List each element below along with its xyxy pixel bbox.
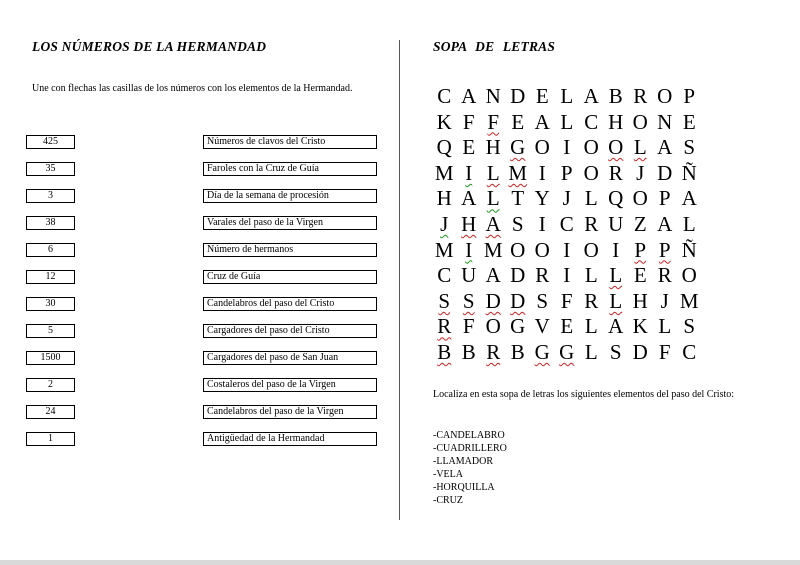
grid-letter[interactable]: A	[461, 84, 477, 108]
grid-letter[interactable]: O	[583, 160, 599, 185]
word-list	[433, 429, 507, 507]
word-search-grid	[432, 84, 702, 366]
grid-row	[432, 314, 702, 340]
grid-letter[interactable]: P	[658, 186, 671, 211]
grid-letter[interactable]: Z	[633, 211, 647, 236]
grid-letter[interactable]: H	[632, 288, 648, 313]
page-bottom-edge	[0, 560, 800, 565]
grid-letter[interactable]: A	[681, 186, 697, 211]
grid-letter[interactable]: S	[462, 288, 475, 313]
grid-letter[interactable]: A	[583, 84, 599, 108]
grid-letter[interactable]: I	[538, 211, 546, 236]
grid-letter[interactable]: C	[584, 109, 599, 134]
grid-letter[interactable]: E	[682, 109, 696, 134]
grid-letter[interactable]: A	[608, 314, 624, 339]
grid-row	[432, 340, 702, 366]
grid-letter[interactable]: B	[437, 339, 452, 364]
grid-letter[interactable]: D	[657, 160, 673, 185]
grid-letter[interactable]: E	[633, 263, 647, 288]
grid-letter[interactable]: K	[436, 109, 452, 134]
number-box[interactable]: 30	[26, 297, 75, 311]
grid-letter[interactable]: O	[632, 109, 648, 134]
grid-letter[interactable]: M	[434, 160, 454, 185]
grid-row	[432, 238, 702, 264]
grid-letter[interactable]: J	[636, 160, 645, 185]
grid-letter[interactable]: R	[633, 84, 648, 108]
grid-letter[interactable]: A	[657, 135, 673, 160]
grid-letter[interactable]: I	[538, 160, 546, 185]
grid-letter[interactable]: O	[485, 314, 501, 339]
grid-letter[interactable]: R	[608, 160, 623, 185]
grid-letter[interactable]: N	[485, 84, 501, 108]
grid-letter[interactable]: A	[485, 211, 501, 236]
word-list-item: -HORQUILLA	[433, 482, 495, 493]
number-box[interactable]: 6	[26, 243, 75, 257]
grid-letter[interactable]: R	[437, 314, 452, 339]
grid-letter[interactable]: L	[560, 109, 574, 134]
grid-letter[interactable]: S	[683, 314, 696, 339]
element-label-box[interactable]: Costaleros del paso de la Virgen	[203, 378, 377, 392]
grid-letter[interactable]: O	[608, 135, 624, 160]
grid-row	[432, 161, 702, 187]
grid-row	[432, 110, 702, 136]
grid-letter[interactable]: C	[437, 84, 452, 108]
grid-letter[interactable]: R	[535, 263, 550, 288]
grid-letter[interactable]: L	[584, 314, 598, 339]
grid-letter[interactable]: O	[657, 84, 673, 108]
element-label-box[interactable]: Antigüedad de la Hermandad	[203, 432, 377, 446]
grid-letter[interactable]: Ñ	[681, 237, 697, 262]
element-label-box[interactable]: Cargadores del paso del Cristo	[203, 324, 377, 338]
grid-letter[interactable]: O	[534, 135, 550, 160]
grid-letter[interactable]: R	[584, 288, 599, 313]
grid-letter[interactable]: D	[510, 84, 526, 108]
grid-letter[interactable]: O	[632, 186, 648, 211]
grid-letter[interactable]: H	[461, 211, 477, 236]
grid-letter[interactable]: E	[462, 135, 476, 160]
grid-letter[interactable]: P	[634, 237, 647, 262]
grid-letter[interactable]: O	[510, 237, 526, 262]
grid-letter[interactable]: Q	[436, 135, 452, 160]
word-list-item: -CUADRILLERO	[433, 443, 507, 454]
word-list-item: -LLAMADOR	[433, 456, 493, 467]
grid-row	[432, 84, 702, 110]
grid-letter[interactable]: T	[511, 186, 525, 211]
element-label-box[interactable]: Cruz de Guía	[203, 270, 377, 284]
grid-letter[interactable]: G	[534, 339, 550, 364]
grid-letter[interactable]: K	[632, 314, 648, 339]
grid-letter[interactable]: H	[608, 109, 624, 134]
number-box[interactable]: 35	[26, 162, 75, 176]
grid-letter[interactable]: I	[612, 237, 620, 262]
grid-letter[interactable]: L	[584, 186, 598, 211]
grid-letter[interactable]: P	[560, 160, 573, 185]
grid-letter[interactable]: J	[562, 186, 571, 211]
grid-letter[interactable]: R	[486, 339, 501, 364]
grid-letter[interactable]: E	[511, 109, 525, 134]
grid-letter[interactable]: L	[486, 160, 500, 185]
grid-letter[interactable]: G	[510, 135, 526, 160]
grid-letter[interactable]: L	[560, 84, 574, 108]
grid-letter[interactable]: F	[462, 109, 475, 134]
grid-letter[interactable]: R	[584, 211, 599, 236]
grid-letter[interactable]: O	[583, 237, 599, 262]
grid-letter[interactable]: I	[465, 237, 473, 262]
grid-letter[interactable]: C	[437, 263, 452, 288]
grid-letter[interactable]: D	[485, 288, 501, 313]
number-box[interactable]: 425	[26, 135, 75, 149]
grid-letter[interactable]: F	[462, 314, 475, 339]
grid-letter[interactable]: E	[560, 314, 574, 339]
grid-letter[interactable]: C	[559, 211, 574, 236]
element-label-box[interactable]: Candelabros del paso de la Virgen	[203, 405, 377, 419]
grid-letter[interactable]: Y	[534, 186, 550, 211]
element-label-box[interactable]: Números de clavos del Cristo	[203, 135, 377, 149]
grid-letter[interactable]: M	[508, 160, 528, 185]
grid-letter[interactable]: S	[511, 211, 524, 236]
grid-letter[interactable]: G	[559, 339, 575, 364]
grid-letter[interactable]: F	[560, 288, 573, 313]
number-box[interactable]: 12	[26, 270, 75, 284]
grid-letter[interactable]: O	[534, 237, 550, 262]
grid-letter[interactable]: L	[609, 263, 623, 288]
grid-letter[interactable]: O	[681, 263, 697, 288]
element-label-box[interactable]: Cargadores del paso de San Juan	[203, 351, 377, 365]
grid-letter[interactable]: S	[536, 288, 549, 313]
grid-letter[interactable]: F	[487, 109, 500, 134]
element-label-box[interactable]: Candelabros del paso del Cristo	[203, 297, 377, 311]
grid-letter[interactable]: L	[658, 314, 672, 339]
grid-letter[interactable]: S	[609, 339, 622, 364]
grid-letter[interactable]: A	[657, 211, 673, 236]
grid-letter[interactable]: E	[535, 84, 549, 108]
grid-letter[interactable]: M	[434, 237, 454, 262]
grid-letter[interactable]: G	[510, 314, 526, 339]
grid-letter[interactable]: I	[563, 135, 571, 160]
grid-letter[interactable]: J	[440, 211, 449, 236]
grid-letter[interactable]: D	[510, 263, 526, 288]
grid-letter[interactable]: D	[632, 339, 648, 364]
number-box[interactable]: 5	[26, 324, 75, 338]
grid-row	[432, 263, 702, 289]
grid-letter[interactable]: H	[485, 135, 501, 160]
grid-letter[interactable]: A	[461, 186, 477, 211]
element-label-box[interactable]: Faroles con la Cruz de Guía	[203, 162, 377, 176]
word-list-item: -VELA	[433, 469, 463, 480]
grid-letter[interactable]: L	[633, 135, 647, 160]
number-box[interactable]: 1	[26, 432, 75, 446]
element-label-box[interactable]: Varales del paso de la Virgen	[203, 216, 377, 230]
column-divider	[399, 40, 400, 520]
grid-letter[interactable]: L	[584, 263, 598, 288]
grid-row	[432, 186, 702, 212]
grid-letter[interactable]: L	[584, 339, 598, 364]
grid-letter[interactable]: I	[563, 263, 571, 288]
grid-letter[interactable]: L	[486, 186, 500, 211]
grid-letter[interactable]: V	[534, 314, 550, 339]
element-label-box[interactable]: Número de hermanos	[203, 243, 377, 257]
right-page-title: SOPA DE LETRAS	[433, 39, 556, 54]
grid-row	[432, 289, 702, 315]
grid-letter[interactable]: A	[534, 109, 550, 134]
grid-letter[interactable]: Ñ	[681, 160, 697, 185]
grid-letter[interactable]: M	[679, 288, 699, 313]
grid-letter[interactable]: B	[461, 339, 476, 364]
matching-instruction: Une con flechas las casillas de los números con los elementos de la Hermandad.	[32, 83, 353, 94]
number-box[interactable]: 24	[26, 405, 75, 419]
grid-letter[interactable]: U	[461, 263, 477, 288]
grid-letter[interactable]: L	[609, 288, 623, 313]
number-box[interactable]: 38	[26, 216, 75, 230]
grid-letter[interactable]: H	[436, 186, 452, 211]
grid-letter[interactable]: M	[483, 237, 503, 262]
grid-letter[interactable]: I	[465, 160, 473, 185]
grid-letter[interactable]: B	[510, 339, 525, 364]
word-list-item: -CANDELABRO	[433, 430, 505, 441]
grid-row	[432, 212, 702, 238]
grid-row	[432, 135, 702, 161]
left-page-title: LOS NÚMEROS DE LA HERMANDAD	[32, 39, 267, 54]
grid-letter[interactable]: N	[657, 109, 673, 134]
grid-letter[interactable]: P	[658, 237, 671, 262]
grid-letter[interactable]: J	[660, 288, 669, 313]
grid-letter[interactable]: U	[608, 211, 624, 236]
grid-letter[interactable]: L	[682, 211, 696, 236]
number-box[interactable]: 3	[26, 189, 75, 203]
word-search-instruction: Localiza en esta sopa de letras los siguientes elementos del paso del Cristo:	[433, 389, 735, 400]
number-box[interactable]: 1500	[26, 351, 75, 365]
grid-letter[interactable]: B	[608, 84, 623, 108]
grid-letter[interactable]: I	[563, 237, 571, 262]
grid-letter[interactable]: C	[682, 339, 697, 364]
word-list-item: -CRUZ	[433, 495, 463, 506]
grid-letter[interactable]: S	[438, 288, 451, 313]
grid-letter[interactable]: S	[683, 135, 696, 160]
grid-letter[interactable]: R	[657, 263, 672, 288]
element-label-box[interactable]: Día de la semana de procesión	[203, 189, 377, 203]
grid-letter[interactable]: D	[510, 288, 526, 313]
number-box[interactable]: 2	[26, 378, 75, 392]
grid-letter[interactable]: F	[658, 339, 671, 364]
grid-letter[interactable]: O	[583, 135, 599, 160]
grid-letter[interactable]: A	[485, 263, 501, 288]
grid-letter[interactable]: P	[683, 84, 696, 108]
grid-letter[interactable]: Q	[608, 186, 624, 211]
